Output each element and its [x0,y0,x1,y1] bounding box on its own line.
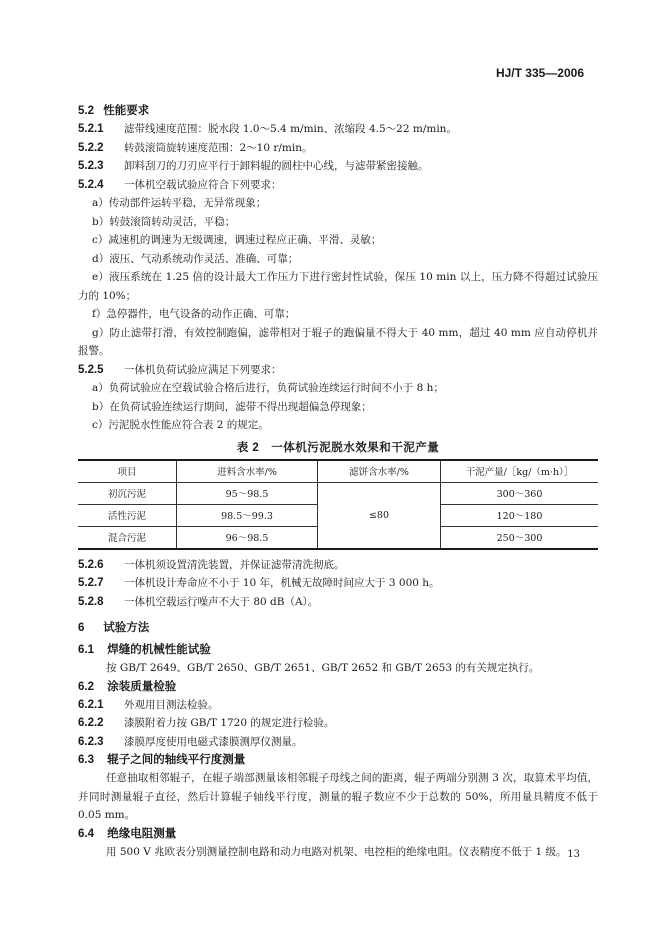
section-heading-6-1: 6.1 焊缝的机械性能试验 [78,644,211,656]
column-header: 项目 [78,460,177,483]
clause-5-2-1: 5.2.1 滤带线速度范围：脱水段 1.0～5.4 m/min、浓缩段 4.5～22 m/min。 [78,123,457,135]
list-item: e）液压系统在 1.25 倍的设计最大工作压力下进行密封性试验，保压 10 min 以上，压力降不得超过试验压力的 10%； [78,271,598,302]
table-cell: 96～98.5 [177,526,318,549]
table-cell-cake-moisture: ≤80 [318,482,441,549]
column-header: 进料含水率/% [177,460,318,483]
list-item: f）急停器件，电气设备的动作正确、可靠； [92,308,296,320]
table-cell: 活性污泥 [78,504,177,526]
clause-5-2-6: 5.2.6 一体机须设置清洗装置，并保证滤带清洗彻底。 [78,558,345,571]
paragraph: 按 GB/T 2649、GB/T 2650、GB/T 2651、GB/T 2652 和 GB/T 2653 的有关规定执行。 [106,662,540,674]
table-row [78,482,598,504]
table-cell: 混合污泥 [78,526,177,549]
sludge-dewatering-table [78,459,598,550]
table-cell: 初沉污泥 [78,482,177,504]
clause-5-2-2: 5.2.2 转鼓滚筒旋转速度范围：2～10 r/min。 [78,141,313,154]
list-item: c）污泥脱水性能应符合表 2 的规定。 [92,419,269,431]
clause-5-2-5: 5.2.5 一体机负荷试验应满足下列要求： [78,363,282,376]
section-heading-6-2: 6.2 涂装质量检验 [78,680,177,693]
standard-code: HJ/T 335—2006 [495,66,584,80]
list-item: c）减速机的调速为无级调速，调速过程应正确、平滑、灵敏； [92,234,382,246]
clause-5-2-7: 5.2.7 一体机设计寿命应不小于 10 年，机械无故障时间应大于 3 000 h。 [78,577,440,589]
section-heading-5-2 [78,102,598,120]
clause-6-2-3: 6.2.3 漆膜厚度使用电磁式漆膜测厚仪测量。 [78,735,303,748]
table-cell: 250～300 [441,526,599,549]
clause-6-2-2: 6.2.2 漆膜附着力按 GB/T 1720 的规定进行检验。 [78,717,335,729]
document-body [78,102,598,861]
paragraph: 任意抽取相邻辊子，在辊子端部测量该相邻辊子母线之间的距离，辊子两端分别测 3 次，取算术平均值，并同时测量辊子直径，然后计算辊子轴线平行度，测量的辊子数应不少于总数的 50%，所用量具精度不低于 0.05 mm。 [78,772,598,821]
clause-5-2-3: 5.2.3 卸料刮刀的刀刃应平行于卸料辊的圆柱中心线，与滤带紧密接触。 [78,160,429,172]
section-title: 性能要求 [103,105,150,117]
column-header: 滤饼含水率/% [318,460,441,483]
page-number: 13 [567,849,580,860]
table-cell: 120～180 [441,504,599,526]
section-heading-6-4: 6.4 绝缘电阻测量 [78,827,177,840]
list-item: a）传动部件运转平稳，无异常现象； [92,197,267,209]
list-item: a）负荷试验应在空载试验合格后进行，负荷试验连续运行时间不小于 8 h； [92,382,444,394]
clause-5-2-8: 5.2.8 一体机空载运行噪声不大于 80 dB（A）。 [78,595,319,608]
table-header-row [78,460,598,483]
list-item: b）转鼓滚筒转动灵活，平稳； [92,215,236,228]
list-item: d）液压、气动系统动作灵活、准确、可靠； [92,252,299,265]
list-item: b）在负荷试验连续运行期间，滤带不得出现超偏急停现象； [92,400,372,413]
section-heading-6-3: 6.3 辊子之间的轴线平行度测量 [78,754,246,766]
section-number: 5.2 [78,105,94,117]
clause-6-2-1: 6.2.1 外观用目测法检验。 [78,698,219,711]
table-cell: 95～98.5 [177,482,318,504]
table-cell: 300～360 [441,482,599,504]
clause-5-2-4: 5.2.4 一体机空载试验应符合下列要求： [78,178,282,191]
paragraph: 用 500 V 兆欧表分别测量控制电路和动力电路对机架、电控柜的绝缘电阻。仪表精度不低于 1 级。 [106,845,567,858]
table-caption: 表 2 一体机污泥脱水效果和干泥产量 [236,441,440,454]
section-title: 试验方法 [103,622,150,634]
list-item: g）防止滤带打滑，有效控制跑偏，滤带相对于辊子的跑偏量不得大于 40 mm，超过 40 mm 应自动停机并报警。 [78,326,598,357]
table-cell: 98.5～99.3 [177,504,318,526]
section-number: 6 [78,622,85,634]
column-header: 干泥产量/［kg/（m·h）］ [441,460,599,483]
section-heading-6 [78,619,598,637]
